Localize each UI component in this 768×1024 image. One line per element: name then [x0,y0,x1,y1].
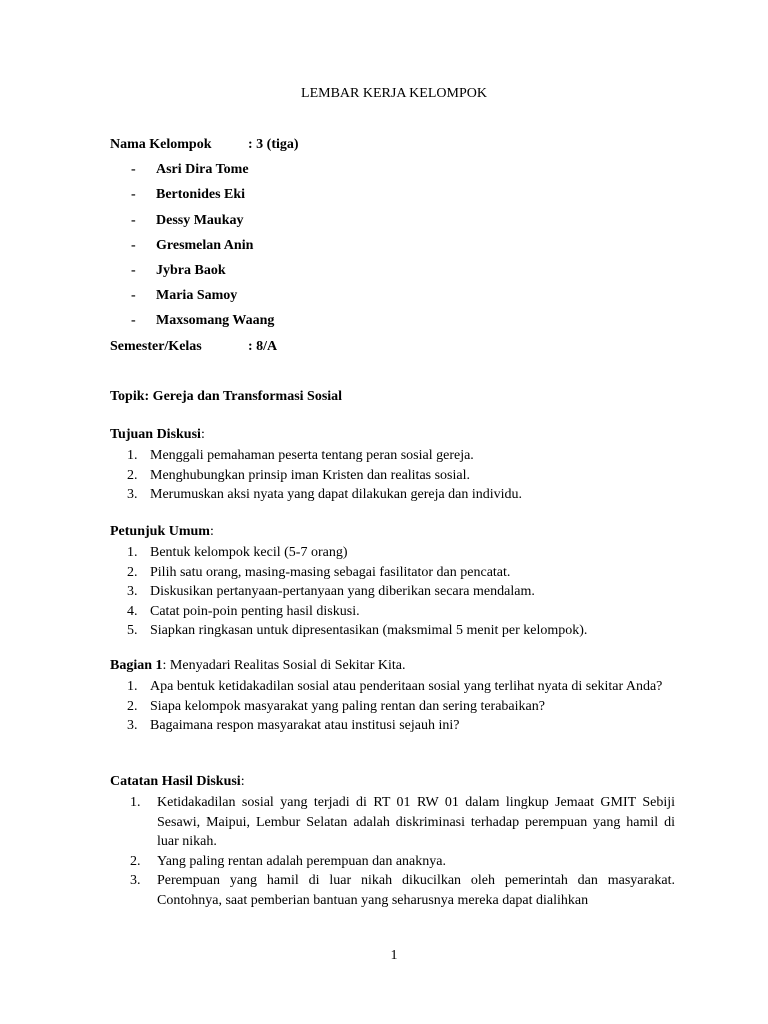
item-text: Yang paling rentan adalah perempuan dan anaknya. [157,853,446,869]
list-item [110,852,675,872]
petunjuk-colon: : [209,524,214,539]
catatan-colon: : [240,774,245,789]
member-bullet: - [131,238,136,253]
semester-value: : 8/A [248,339,278,354]
item-number: 1. [130,795,141,810]
member-bullet: - [131,288,136,303]
item-text: Ketidakadilan sosial yang terjadi di RT 01 RW 01 dalam lingkup Jemaat GMIT Sebiji Sesawi, Maipui, Lembur Selatan adalah diskriminasi terhadap perempuan yang hamil di luar nikah. [157,795,675,849]
item-number: 4. [127,603,138,619]
item-text: Merumuskan aksi nyata yang dapat dilakukan gereja dan individu. [150,487,523,502]
item-number: 5. [127,623,138,638]
member-name: Jybra Baok [156,263,226,278]
petunjuk-list [110,543,587,641]
bagian1-heading [110,658,406,674]
page-number: 1 [390,948,398,963]
member-name: Maxsomang Waang [156,313,275,328]
list-item [110,621,587,641]
member-name: Asri Dira Tome [156,162,249,177]
catatan-list [110,793,675,910]
member-bullet: - [131,313,136,328]
list-item [110,543,587,563]
list-item [110,563,587,583]
item-text: Bagaimana respon masyarakat atau institusi sejauh ini? [150,718,460,733]
list-item [110,602,587,622]
list-item [110,793,675,852]
topic-label: Topik [110,389,145,404]
list-item [110,485,522,505]
member-name: Dessy Maukay [156,213,244,228]
item-text: Menggali pemahaman peserta tentang peran sosial gereja. [150,448,474,463]
item-text: Diskusikan pertanyaan-pertanyaan yang diberikan secara mendalam. [150,584,535,599]
member-name: Gresmelan Anin [156,238,254,253]
topic-line [110,389,342,405]
member-bullet: - [131,162,136,177]
list-item [110,697,680,717]
member-bullet: - [131,187,136,202]
member-name: Maria Samoy [156,288,238,303]
item-text: Siapa kelompok masyarakat yang paling rentan dan sering terabaikan? [150,698,545,714]
tujuan-heading [110,427,205,443]
item-text: Menghubungkan prinsip iman Kristen dan realitas sosial. [150,467,470,483]
tujuan-label: Tujuan Diskusi [110,427,201,442]
member-bullet: - [131,213,136,228]
group-name-label: Nama Kelompok [110,137,212,152]
petunjuk-label: Petunjuk Umum [110,524,210,539]
item-number: 2. [127,467,138,483]
item-number: 1. [127,679,138,694]
member-bullet: - [131,263,136,278]
catatan-heading [110,774,245,790]
group-name-value: : 3 (tiga) [248,137,299,152]
bagian1-text: : Menyadari Realitas Sosial di Sekitar Kita. [162,658,406,673]
document-title: LEMBAR KERJA KELOMPOK [301,86,487,101]
item-text: Bentuk kelompok kecil (5-7 orang) [150,545,348,560]
semester-label: Semester/Kelas [110,339,202,354]
tujuan-colon: : [200,427,205,442]
list-item [110,446,522,466]
catatan-label: Catatan Hasil Diskusi [110,774,241,789]
list-item [110,466,522,486]
item-number: 3. [127,718,138,733]
list-item [110,871,675,910]
item-number: 3. [127,487,138,502]
item-text: Pilih satu orang, masing-masing sebagai fasilitator dan pencatat. [150,564,511,580]
item-text: Perempuan yang hamil di luar nikah dikucilkan oleh pemerintah dan masyarakat. Contohnya, saat pemberian bantuan yang seharusnya mereka dapat dialihkan [157,873,675,908]
item-number: 1. [127,545,138,560]
item-number: 3. [130,873,141,888]
item-number: 1. [127,448,138,463]
item-text: Catat poin-poin penting hasil diskusi. [150,603,360,619]
item-number: 2. [127,698,138,714]
item-number: 2. [127,564,138,580]
topic-value: : Gereja dan Transformasi Sosial [144,389,343,404]
list-item [110,582,587,602]
list-item [110,716,680,736]
item-text: Siapkan ringkasan untuk dipresentasikan (maksmimal 5 menit per kelompok). [150,623,588,638]
tujuan-list [110,446,522,505]
bagian1-label: Bagian 1 [110,658,163,673]
item-text: Apa bentuk ketidakadilan sosial atau penderitaan sosial yang terlihat nyata di sekitar Anda? [150,679,663,694]
petunjuk-heading [110,524,214,540]
list-item [110,677,680,697]
member-name: Bertonides Eki [156,187,246,202]
item-number: 2. [130,853,141,869]
bagian1-list [110,677,680,736]
item-number: 3. [127,584,138,599]
